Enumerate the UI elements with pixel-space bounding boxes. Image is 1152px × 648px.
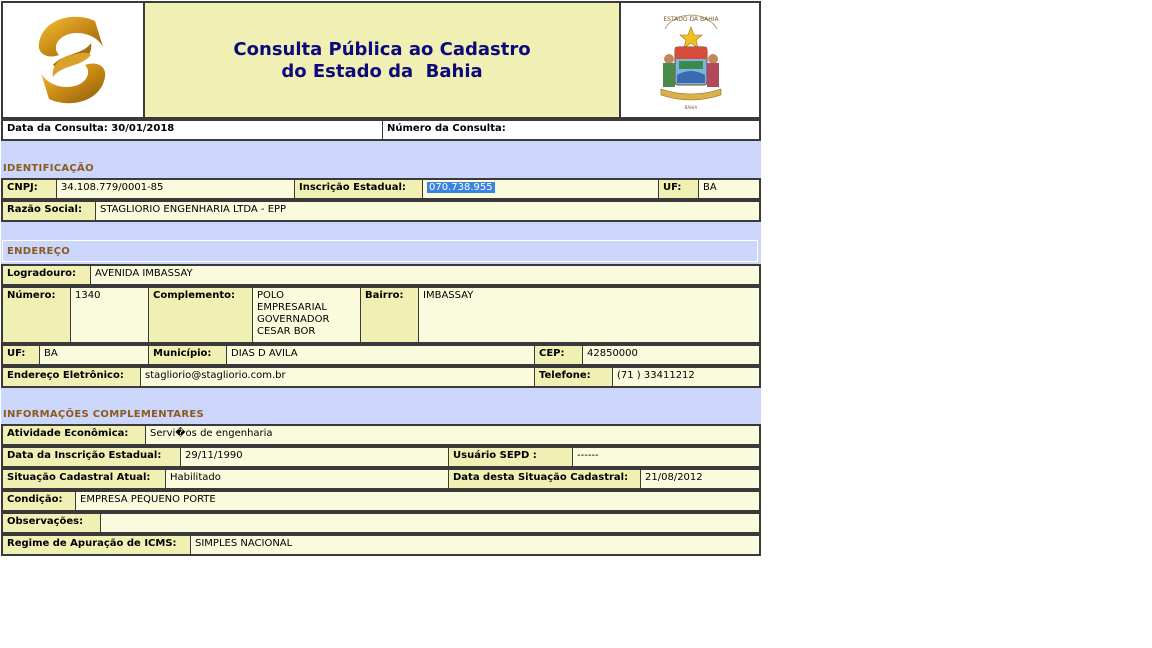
usuario-sepd-label: Usuário SEPD : — [449, 448, 573, 466]
data-inscricao-label: Data da Inscrição Estadual: — [3, 448, 181, 466]
endereco-band — [1, 222, 761, 264]
cnpj-label: CNPJ: — [3, 180, 57, 198]
page-title — [145, 39, 619, 83]
observacoes-value — [101, 514, 759, 532]
telefone-label: Telefone: — [535, 368, 613, 386]
uf-value: BA — [699, 180, 759, 198]
municipio-value: DIAS D AVILA — [227, 346, 535, 364]
bairro-value: IMBASSAY — [419, 288, 759, 342]
atividade-label: Atividade Econômica: — [3, 426, 146, 444]
telefone-value: (71 ) 33411212 — [613, 368, 759, 386]
regime-row — [1, 534, 761, 556]
right-logo-cell — [621, 3, 759, 117]
razao-social-value: STAGLIORIO ENGENHARIA LTDA - EPP — [96, 202, 759, 220]
email-row — [1, 366, 761, 388]
complementares-title: INFORMAÇÕES COMPLEMENTARES — [3, 409, 204, 420]
logradouro-value: AVENIDA IMBASSAY — [91, 266, 759, 284]
endereco-title-box — [2, 240, 758, 262]
left-logo-cell — [3, 3, 145, 117]
page-title-line2: do Estado da Bahia — [281, 61, 483, 82]
title-cell — [145, 3, 621, 117]
email-label: Endereço Eletrônico: — [3, 368, 141, 386]
inscricao-estadual-value[interactable]: 070.738.955 — [429, 182, 493, 193]
regime-label: Regime de Apuração de ICMS: — [3, 536, 191, 554]
numero-consulta-label: Número da Consulta: — [387, 123, 506, 134]
condicao-value: EMPRESA PEQUENO PORTE — [76, 492, 759, 510]
observacoes-row — [1, 512, 761, 534]
municipio-label: Município: — [149, 346, 227, 364]
logradouro-row — [1, 264, 761, 286]
identificacao-band — [1, 141, 761, 179]
complemento-value: POLO EMPRESARIAL GOVERNADOR CESAR BOR — [253, 288, 361, 342]
inscricao-estadual-label: Inscrição Estadual: — [295, 180, 423, 198]
endereco-uf-value: BA — [40, 346, 149, 364]
cnpj-value: 34.108.779/0001-85 — [57, 180, 295, 198]
bahia-coat-of-arms-icon — [621, 3, 759, 117]
numero-value: 1340 — [71, 288, 149, 342]
uf-label: UF: — [659, 180, 699, 198]
situacao-value: Habilitado — [166, 470, 449, 488]
observacoes-label: Observações: — [3, 514, 101, 532]
endereco-uf-label: UF: — [3, 346, 40, 364]
cep-value: 42850000 — [583, 346, 759, 364]
atividade-value: Servi�os de engenharia — [146, 426, 759, 444]
data-consulta-label: Data da Consulta: — [7, 123, 108, 134]
condicao-row — [1, 490, 761, 512]
data-consulta-value: 30/01/2018 — [111, 123, 175, 134]
bairro-label: Bairro: — [361, 288, 419, 342]
identificacao-title: IDENTIFICAÇÃO — [3, 163, 94, 174]
situacao-row — [1, 468, 761, 490]
data-situacao-label: Data desta Situação Cadastral: — [449, 470, 641, 488]
municipio-row — [1, 344, 761, 366]
inscricao-estadual-cell[interactable] — [423, 180, 659, 198]
coat-text-bottom: BAHIA — [684, 105, 698, 110]
numero-row — [1, 286, 761, 344]
data-situacao-value: 21/08/2012 — [641, 470, 759, 488]
sefaz-logo-icon — [3, 3, 143, 117]
endereco-title: ENDEREÇO — [7, 246, 71, 257]
complementares-band — [1, 388, 761, 424]
numero-label: Número: — [3, 288, 71, 342]
header-bar — [1, 1, 761, 119]
numero-consulta-cell — [383, 121, 759, 139]
cnpj-row — [1, 178, 761, 200]
complemento-label: Complemento: — [149, 288, 253, 342]
data-inscricao-row — [1, 446, 761, 468]
cep-label: CEP: — [535, 346, 583, 364]
page-title-line1: Consulta Pública ao Cadastro — [233, 39, 531, 60]
email-value: stagliorio@stagliorio.com.br — [141, 368, 535, 386]
logradouro-label: Logradouro: — [3, 266, 91, 284]
razao-social-label: Razão Social: — [3, 202, 96, 220]
consulta-row — [1, 119, 761, 141]
regime-value: SIMPLES NACIONAL — [191, 536, 759, 554]
data-consulta-cell — [3, 121, 383, 139]
data-inscricao-value: 29/11/1990 — [181, 448, 449, 466]
usuario-sepd-value: ------ — [573, 448, 759, 466]
coat-text-top: ESTADO DA BAHIA — [663, 16, 719, 23]
condicao-label: Condição: — [3, 492, 76, 510]
razao-social-row — [1, 200, 761, 222]
situacao-label: Situação Cadastral Atual: — [3, 470, 166, 488]
atividade-row — [1, 424, 761, 446]
